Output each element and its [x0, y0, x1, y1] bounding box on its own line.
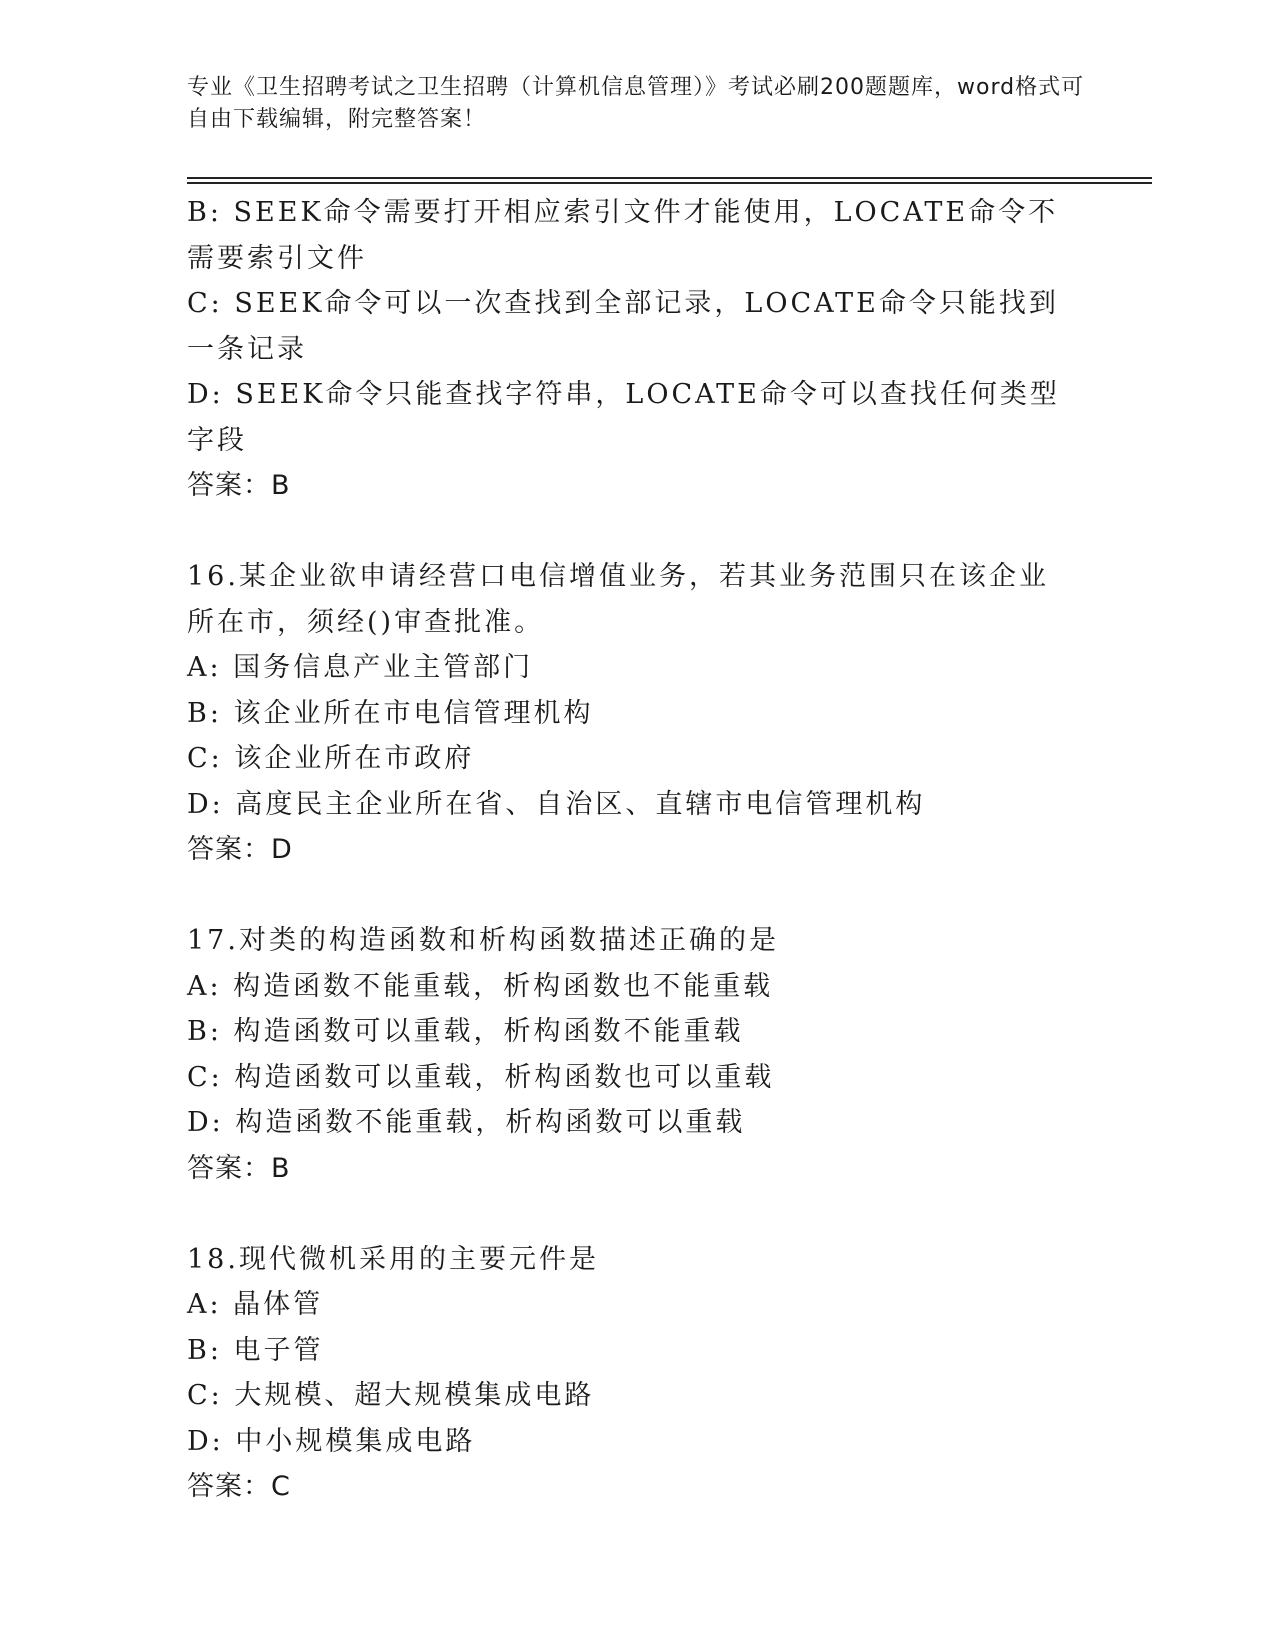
option-b: B: 该企业所在市电信管理机构 — [187, 697, 594, 729]
spacer — [187, 873, 1067, 919]
spacer — [187, 509, 1067, 555]
option-d: D: 中小规模集成电路 — [187, 1425, 476, 1457]
option-c: C: SEEK命令可以一次查找到全部记录，LOCATE命令只能找到一条记录 — [187, 288, 1059, 365]
question-stem: 18.现代微机采用的主要元件是 — [187, 1243, 599, 1275]
question-16 — [187, 554, 1067, 873]
option-d: D: SEEK命令只能查找字符串，LOCATE命令可以查找任何类型字段 — [187, 379, 1060, 456]
question-stem: 16.某企业欲申请经营口电信增值业务，若其业务范围只在该企业所在市，须经()审查批准。 — [187, 561, 1049, 638]
question-content — [187, 190, 1067, 1510]
answer-line: 答案：C — [187, 1471, 291, 1502]
option-b: B: 电子管 — [187, 1334, 324, 1366]
option-c: C: 大规模、超大规模集成电路 — [187, 1380, 595, 1411]
option-a: A: 构造函数不能重载，析构函数也不能重载 — [187, 970, 774, 1002]
question-stem: 17.对类的构造函数和析构函数描述正确的是 — [187, 925, 779, 956]
option-c: C: 构造函数可以重载，析构函数也可以重载 — [187, 1061, 775, 1093]
question-18 — [187, 1237, 1067, 1510]
option-d: D: 构造函数不能重载，析构函数可以重载 — [187, 1107, 746, 1138]
document-header: 专业《卫生招聘考试之卫生招聘（计算机信息管理）》考试必刷200题题库，word格式可自由下载编辑，附完整答案！ — [187, 75, 1085, 132]
answer-line: 答案：B — [187, 1152, 291, 1184]
question-17 — [187, 918, 1067, 1191]
header-divider-top — [187, 177, 1152, 179]
option-b: B: 构造函数可以重载，析构函数不能重载 — [187, 1016, 744, 1047]
option-d: D: 高度民主企业所在省、自治区、直辖市电信管理机构 — [187, 788, 926, 820]
option-b: B: SEEK命令需要打开相应索引文件才能使用，LOCATE命令不需要索引文件 — [187, 197, 1059, 274]
option-a: A: 国务信息产业主管部门 — [187, 652, 534, 683]
answer-line: 答案：B — [187, 470, 291, 501]
header-divider-bottom — [187, 182, 1152, 184]
option-a: A: 晶体管 — [187, 1289, 324, 1320]
option-c: C: 该企业所在市政府 — [187, 743, 475, 774]
answer-line: 答案：D — [187, 834, 293, 865]
question-15-continued — [187, 190, 1067, 509]
spacer — [187, 1191, 1067, 1237]
